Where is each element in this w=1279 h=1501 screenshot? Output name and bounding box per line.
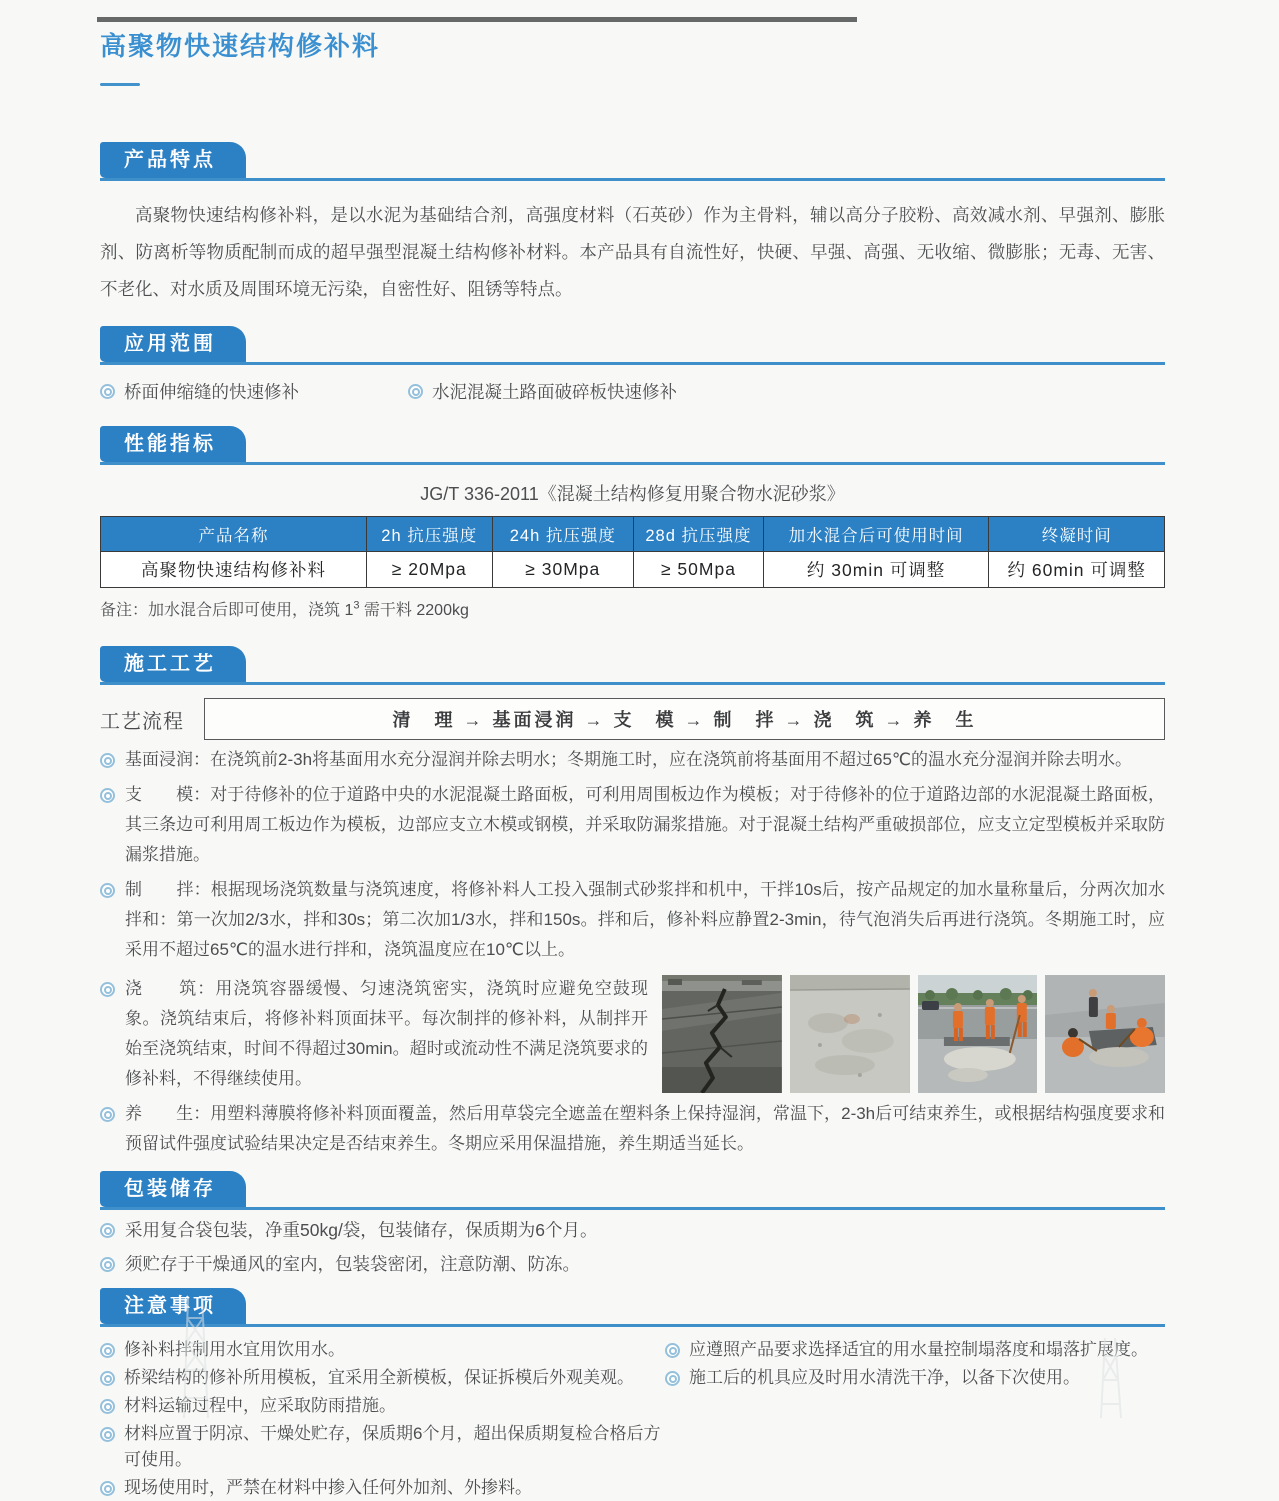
table-header-cell: 加水混合后可使用时间 [763, 517, 989, 552]
step-column [100, 969, 648, 1094]
list-item [100, 1216, 1165, 1244]
ring-bullet-icon [100, 753, 115, 768]
ring-bullet-icon [100, 1257, 115, 1272]
ring-bullet-icon [100, 982, 115, 997]
footnote-text: 备注：加水混合后即可使用，浇筑 1 [100, 602, 354, 620]
step-text: 浇 筑：用浇筑容器缓慢、匀速浇筑密实，浇筑时应避免空鼓现象。浇筑结束后，将修补料顶面抹平。每次制拌的修补料，从制拌开始至浇筑结束，时间不得超过30min。超时或流动性不满足浇筑要求的修补料，不得继续使用。 [125, 979, 648, 1089]
ring-bullet-icon [100, 1481, 115, 1496]
step-text: 支 模：对于待修补的位于道路中央的水泥混凝土路面板，可利用周围板边作为模板；对于待修补的位于道路边部的水泥混凝土路面板，其三条边可利用周工板边作为模板，边部应支立木模或钢模，并采取防漏浆措施。对于混凝土结构严重破损部位，应支立定型模板并采取防漏浆措施。 [125, 785, 1165, 865]
ring-bullet-icon [665, 1343, 680, 1358]
precautions-columns [100, 1335, 1165, 1501]
process-step [100, 780, 1165, 870]
precaution-text: 应遵照产品要求选择适宜的用水量控制塌落度和塌落扩展度。 [689, 1340, 1148, 1360]
footnote-text: 需干料 2200kg [359, 602, 469, 620]
step-text: 制 拌：根据现场浇筑数量与浇筑速度，将修补料人工投入强制式砂浆拌和机中，干拌10s后，按产品规定的加水量称量后，分两次加水拌和：第一次加2/3水，拌和30s；第二次加1/3水，拌和150s。拌和后，修补料应静置2-3min，待气泡消失后再进行浇筑。冬期施工时，应采用不超过65℃的温水进行拌和，浇筑温度应在10℃以上。 [125, 880, 1165, 960]
table-header-cell: 2h 抗压强度 [367, 517, 493, 552]
ring-bullet-icon [665, 1371, 680, 1386]
ring-bullet-icon [100, 1343, 115, 1358]
table-header-cell: 28d 抗压强度 [634, 517, 764, 552]
table-row [101, 552, 1165, 588]
step-text: 基面浸润：在浇筑前2-3h将基面用水充分湿润并除去明水；冬期施工时，应在浇筑前将基面用不超过65℃的温水充分湿润并除去明水。 [125, 750, 1133, 770]
section-tab-features: 产品特点 [100, 142, 246, 178]
table-header-row [101, 517, 1165, 552]
construction-photo-strip [662, 975, 1165, 1093]
scope-item-label: 水泥混凝土路面破碎板快速修补 [432, 382, 677, 403]
packaging-item-text: 须贮存于干燥通风的室内，包装袋密闭，注意防潮、防冻。 [125, 1254, 580, 1275]
precaution-text: 修补料拌制用水宜用饮用水。 [124, 1340, 345, 1360]
list-item [100, 1475, 665, 1501]
table-header-cell: 24h 抗压强度 [492, 517, 634, 552]
watermark-tower-sketch [150, 1298, 250, 1418]
footnote-superscript: 3 [353, 600, 360, 613]
section-tab-scope: 应用范围 [100, 326, 246, 362]
table-cell: 约 60min 可调整 [989, 552, 1165, 588]
product-datasheet-page [100, 17, 1165, 1501]
features-paragraph: 高聚物快速结构修补料，是以水泥为基础结合剂，高强度材料（石英砂）作为主骨料，辅以高分子胶粉、高效减水剂、早强剂、膨胀剂、防离析等物质配制而成的超早强型混凝土结构修补材料。本产品具有自流性好，快硬、早强、高强、无收缩、微膨胀；无毒、无害、不老化、对水质及周围环境无污染，自密性好、阻锈等特点。 [100, 205, 1165, 300]
flow-diagram: 清 理 → 基面浸润 → 支 模 → 制 拌 → 浇 筑 → 养 生 [204, 698, 1165, 740]
precaution-text: 施工后的机具应及时用水清洗干净，以备下次使用。 [689, 1368, 1080, 1388]
scope-item-label: 桥面伸缩缝的快速修补 [124, 382, 299, 403]
section-header-scope [100, 326, 1165, 365]
list-item [100, 379, 408, 404]
ring-bullet-icon [100, 788, 115, 803]
section-tab-precautions: 注意事项 [100, 1288, 246, 1324]
packaging-item-text: 采用复合袋包装，净重50kg/袋，包装储存，保质期为6个月。 [125, 1220, 598, 1241]
step-and-photos-row [100, 969, 1165, 1094]
process-step [100, 1099, 1165, 1159]
ring-bullet-icon [100, 883, 115, 898]
section-tab-performance: 性能指标 [100, 426, 246, 462]
cracked-pavement-photo [662, 975, 782, 1093]
table-footnote [100, 597, 1165, 620]
process-step [100, 745, 1165, 775]
list-item [100, 1250, 1165, 1278]
scope-items [100, 379, 1165, 404]
ring-bullet-icon [100, 1223, 115, 1238]
section-header-packaging [100, 1171, 1165, 1210]
ring-bullet-icon [408, 384, 423, 399]
process-step [100, 875, 1165, 965]
standard-reference: JG/T 336-2011《混凝土结构修复用聚合物水泥砂浆》 [420, 484, 845, 505]
table-cell: 约 30min 可调整 [763, 552, 989, 588]
road-repair-crew-photo [918, 975, 1038, 1093]
table-cell: ≥ 50Mpa [634, 552, 764, 588]
ring-bullet-icon [100, 1371, 115, 1386]
process-step [100, 974, 648, 1094]
ring-bullet-icon [100, 1107, 115, 1122]
ring-bullet-icon [100, 384, 115, 399]
ring-bullet-icon [100, 1427, 115, 1442]
table-header-cell: 终凝时间 [989, 517, 1165, 552]
ring-bullet-icon [100, 1399, 115, 1414]
section-tab-packaging: 包装储存 [100, 1171, 246, 1207]
section-header-features [100, 142, 1165, 181]
performance-table [100, 516, 1165, 588]
list-item [408, 379, 677, 404]
process-flow-row [100, 698, 1165, 740]
concrete-surface-photo [790, 975, 910, 1093]
watermark-antenna-sketch [1075, 1338, 1145, 1418]
table-cell: 高聚物快速结构修补料 [101, 552, 367, 588]
table-cell: ≥ 20Mpa [367, 552, 493, 588]
precaution-text: 现场使用时，严禁在材料中掺入任何外加剂、外掺料。 [124, 1478, 532, 1498]
flow-label: 工艺流程 [100, 710, 184, 733]
section-header-precautions [100, 1288, 1165, 1327]
precaution-text: 材料应置于阴凉、干燥处贮存，保质期6个月，超出保质期复检合格后方可使用。 [124, 1424, 661, 1470]
list-item [100, 1421, 665, 1473]
section-tab-process: 施工工艺 [100, 646, 246, 682]
section-header-process [100, 646, 1165, 685]
section-header-performance [100, 426, 1165, 465]
precaution-text: 桥梁结构的修补所用模板，宜采用全新模板，保证拆模后外观美观。 [124, 1368, 634, 1388]
page-title: 高聚物快速结构修补料 [100, 31, 381, 62]
step-text: 养 生：用塑料薄膜将修补料顶面覆盖，然后用草袋完全遮盖在塑料条上保持湿润，常温下，2-3h后可结束养生，或根据结构强度要求和预留试件强度试验结果决定是否结束养生。冬期应采用保温措施，养生期适当延长。 [125, 1104, 1165, 1154]
table-header-cell: 产品名称 [101, 517, 367, 552]
precaution-text: 材料运输过程中，应采取防雨措施。 [124, 1396, 396, 1416]
title-underline [100, 83, 140, 86]
process-steps [100, 745, 1165, 1159]
table-cell: ≥ 30Mpa [492, 552, 634, 588]
patch-finishing-crew-photo [1045, 975, 1165, 1093]
